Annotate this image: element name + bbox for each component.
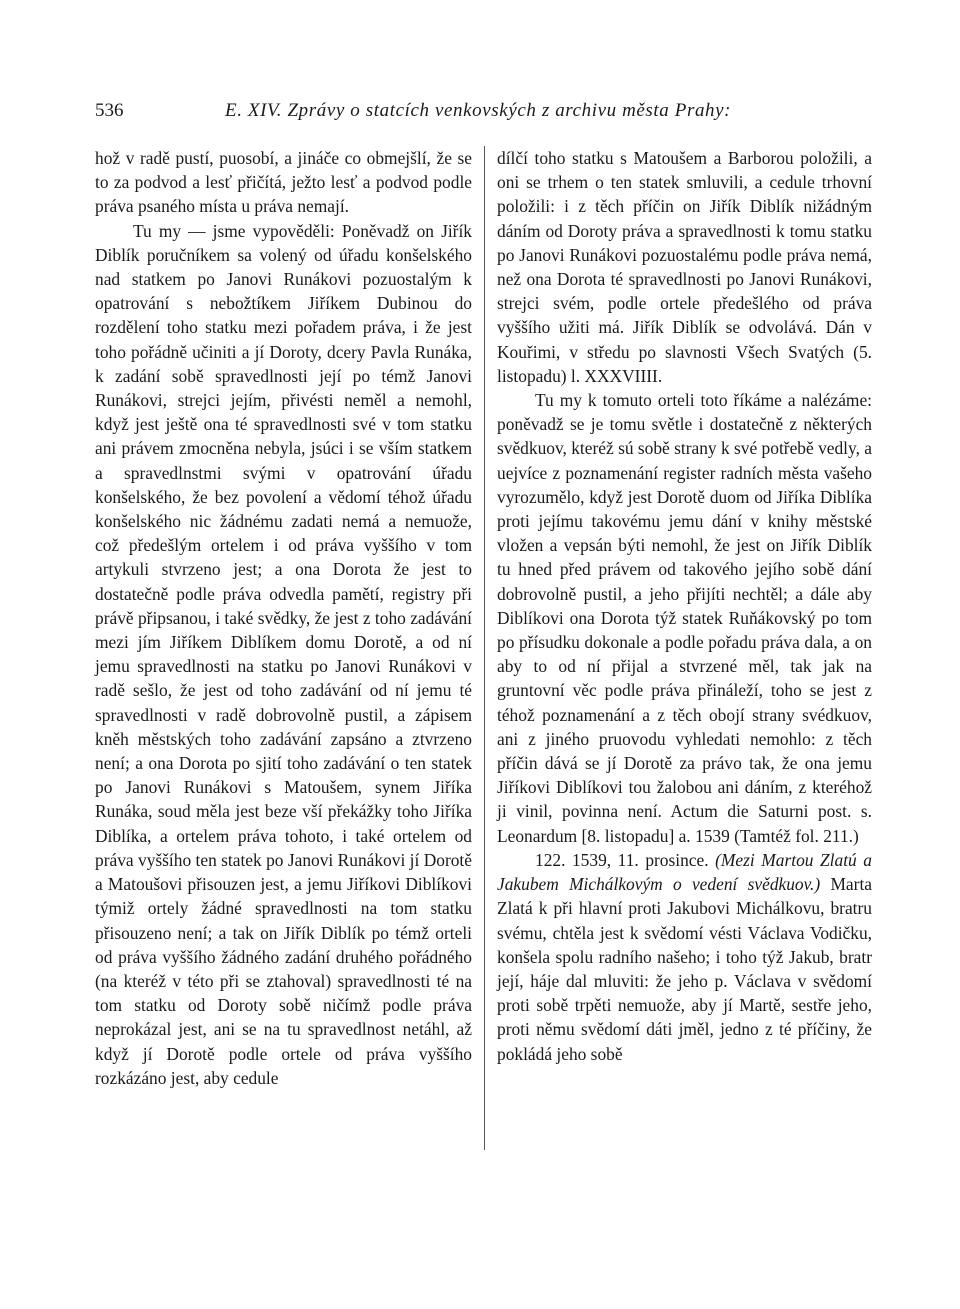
entry-number-date: 122. 1539, 11. prosince. — [535, 849, 709, 870]
column-divider — [484, 146, 485, 1150]
entry-paragraph — [497, 848, 872, 1066]
entry-title: (Mezi Martou Zlatú a Jakubem Michálkovým o vedení svědkuov.) — [497, 849, 872, 895]
page-number: 536 — [95, 100, 124, 121]
right-column — [497, 146, 872, 1066]
running-title: E. XIV. Zprávy o statcích venkovských z archivu města Prahy: — [225, 100, 732, 121]
paragraph: dílčí toho statku s Matoušem a Barborou položili, a oni se trhem o ten statek smluvili, a cedule trhovní položili: i z těch příčin on Jiřík Diblík nižádným dáním od Doroty práva a spravedlnosti k tomu statku po Janovi Runákovi pozuostalému podle práva nemá, než ona Dorota té spravedlnosti po Janovi Runákovi, strejci svém, podle ortele předešlého od práva vyššího užiti má. Jiřík Diblík se odvolává. Dán v Kouřimi, v středu po slavnosti Všech Svatých (5. listopadu) l. XXXVIIII. — [497, 148, 872, 386]
paragraph: hož v radě pustí, puosobí, a jináče co obmejšlí, že se to za podvod a lesť přičítá, ježto lesť a podvod podle práva psaného místa u práva nemají. — [95, 148, 472, 217]
paragraph: Tu my k tomuto orteli toto říkáme a nalézáme: poněvadž se je tomu světle i dostatečně z některých svědkuov, kteréž sú sobě strany k své potřebě vedly, a uejvíce z poznamenání register radních města vašeho vyrozumělo, když jest Dorotě duom od Jiříka Diblíka proti jejímu takovému jemu dání v knihy městské vložen a vepsán býti nemohl, že jest on Jiřík Diblík tu hned před právem od takového jejího sobě dání dobrovolně pustil, a jeho přijíti nechtěl; a dále aby Diblíkovi ona Dorota týž statek Ruňákovský po tom po přísudku dokonale a podle pořadu práva dala, a on aby to od ní přijal a stvrzené měl, tak jak na gruntovní věc podle práva přináleží, toho se jest z téhož poznamenání a z těch obojí strany svédkuov, ani z jiného pruovodu vyhledati nemohlo: z těch příčin dává se jí Dorotě za právo tak, že ona jemu Jiříkovi Diblíkovi tou žalobou ani dáním, z kteréhož ji vinil, povinna není. Actum die Saturni post. s. Leonardum [8. listopadu] a. 1539 (Tamtéž fol. 211.) — [497, 390, 872, 846]
running-header — [95, 100, 865, 124]
left-column — [95, 146, 472, 1090]
paragraph: Tu my — jsme vypověděli: Poněvadž on Jiřík Diblík poručníkem sa volený od úřadu konšelského nad statkem po Janovi Runákovi pozuostalým k opatrování s nebožtíkem Jiříkem Dubinou do rozdělení toho statku mezi pořadem práva, i že jest toho pořádně učiniti a jí Doroty, dcery Pavla Runáka, k zadání sobě spravedlnosti její po témž Janovi Runákovi, strejci jejím, přivésti neměl a nemohl, když jest ještě ona té spravedlnosti své v tom statku ani právem zmocněna nebyla, jsúci i se vším statkem a spravedlnstmi svými v opatrování úřadu konšelského, že bez povolení a vědomí téhož úřadu konšelského nic žádnému zadati nemá a nemuože, což předešlým ortelem i od práva vyššího v tom artykuli stvrzeno jest; a ona Dorota že jest to dostatečně podle práva odvedla pamětí, registry při právě připsanou, i také svědky, že jest z toho zadávání mezi jím Jiříkem Diblíkem domu Dorotě, a od ní jemu spravedlnosti na statku po Janovi Runákovi v radě sešlo, že jest od toho zadávání od ní jemu té spravedlnosti v radě dobrovolně pustil, a zápisem kněh městských toho zadávání zapsáno a ztvrzeno není; a ona Dorota po sjití toho zadávání o ten statek po Janovi Runákovi s Matoušem, synem Jiříka Runáka, soud měla jest beze vší překážky toho Jiříka Diblíka, a ortelem práva tohoto, i také ortelem od práva vyššího ten statek po Janovi Runákovi jí Dorotě a Matoušovi přisouzen jest, a jemu Jiříkovi Diblíkovi týmiž ortely žádné spravedlnosti na tom statku přisouzeno není; a tak on Jiřík Diblík po témž orteli od práva vyššího žádného zadání druhého pořádného (na kteréž v této při se ztahoval) spravedlnosti té na tom statku od Doroty sobě ničímž podle práva neprokázal jest, ani se na tu spravedlnost netáhl, až když jí Dorotě podle ortele od práva vyššího rozkázáno jest, aby cedule — [95, 220, 472, 1088]
entry-body: Marta Zlatá k při hlavní proti Jakubovi Michálkovu, bratru svému, chtěla jest k svědomí vésti Václava Vodičku, konšela spolu radního našeho; i toho týž Jakub, bratr její, háje dal mluviti: že jeho p. Václava v svědomí proti sobě trpěti nemuože, aby jí Martě, sestře jeho, proti němu svědomí dáti jměl, jedno z té příčiny, že pokládá jeho sobě — [497, 874, 872, 1064]
